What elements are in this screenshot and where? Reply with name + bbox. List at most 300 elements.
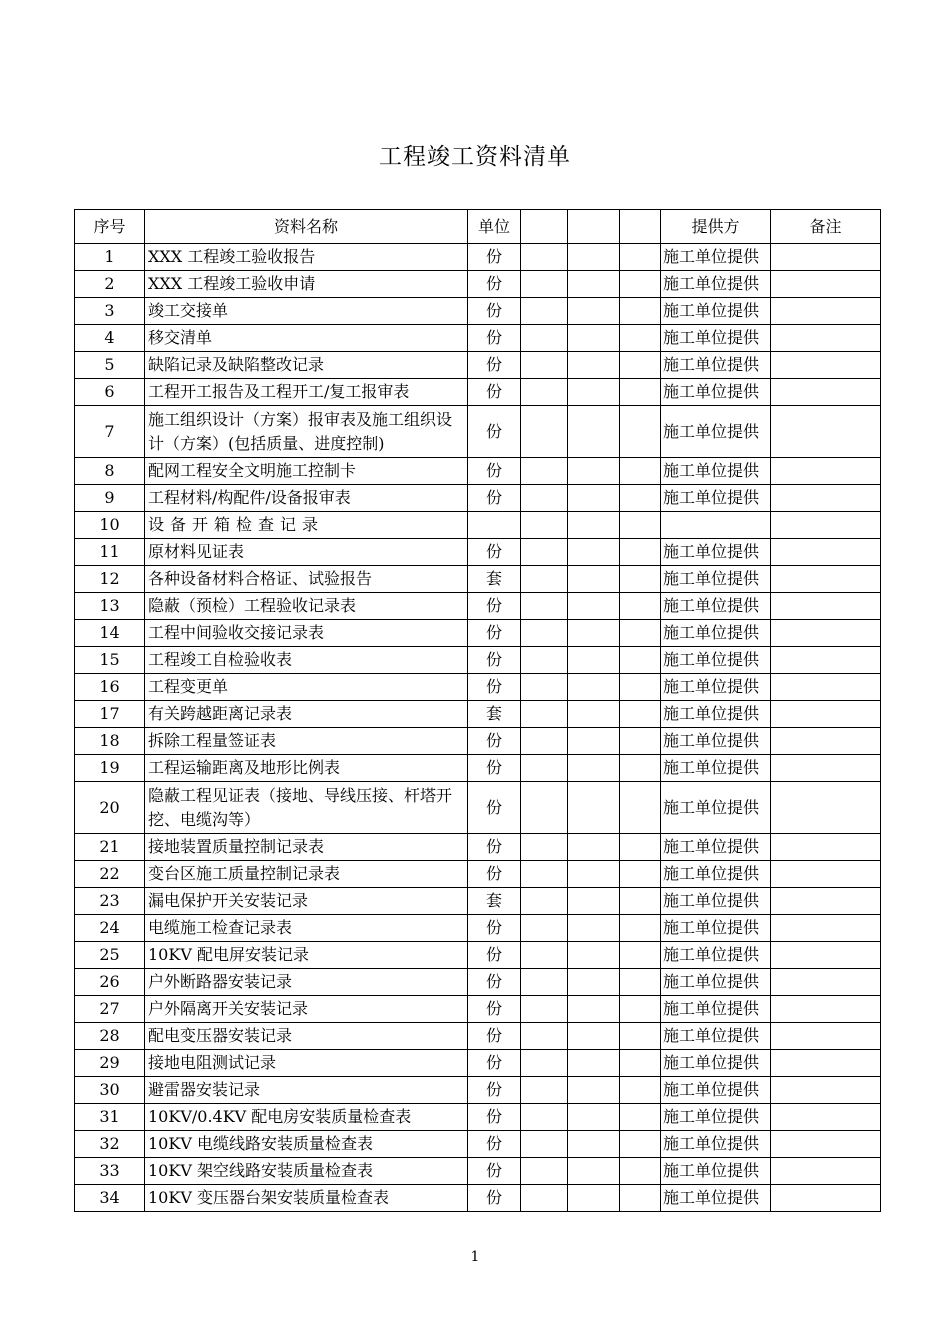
row-blank-cell-3 xyxy=(620,1131,661,1158)
row-blank-cell-2 xyxy=(568,566,620,593)
row-remark-cell xyxy=(771,834,881,861)
row-unit-cell: 份 xyxy=(468,1077,521,1104)
row-provider-cell: 施工单位提供 xyxy=(661,593,771,620)
row-blank-cell-1 xyxy=(521,512,568,539)
row-provider-cell: 施工单位提供 xyxy=(661,647,771,674)
row-unit-cell: 份 xyxy=(468,244,521,271)
row-blank-cell-1 xyxy=(521,379,568,406)
completion-documents-table xyxy=(74,209,881,1212)
row-provider-cell xyxy=(661,512,771,539)
row-blank-cell-1 xyxy=(521,1077,568,1104)
row-remark-cell xyxy=(771,647,881,674)
row-blank-cell-1 xyxy=(521,861,568,888)
row-remark-cell xyxy=(771,996,881,1023)
row-blank-cell-2 xyxy=(568,969,620,996)
row-number-cell: 14 xyxy=(75,620,145,647)
row-blank-cell-1 xyxy=(521,458,568,485)
row-unit-cell: 份 xyxy=(468,593,521,620)
row-name-cell: 漏电保护开关安装记录 xyxy=(145,888,468,915)
row-unit-cell: 份 xyxy=(468,539,521,566)
row-blank-cell-2 xyxy=(568,458,620,485)
row-remark-cell xyxy=(771,942,881,969)
row-blank-cell-2 xyxy=(568,271,620,298)
row-number-cell: 5 xyxy=(75,352,145,379)
row-name-cell: 10KV 电缆线路安装质量检查表 xyxy=(145,1131,468,1158)
row-name-cell: 隐蔽工程见证表（接地、导线压接、杆塔开挖、电缆沟等） xyxy=(145,782,468,834)
row-name-cell: 拆除工程量签证表 xyxy=(145,728,468,755)
table-row xyxy=(75,566,881,593)
row-remark-cell xyxy=(771,1023,881,1050)
row-blank-cell-2 xyxy=(568,485,620,512)
table-row xyxy=(75,298,881,325)
table-row xyxy=(75,1158,881,1185)
row-blank-cell-2 xyxy=(568,647,620,674)
row-number-cell: 26 xyxy=(75,969,145,996)
table-row xyxy=(75,244,881,271)
row-unit-cell: 套 xyxy=(468,566,521,593)
row-name-cell: 缺陷记录及缺陷整改记录 xyxy=(145,352,468,379)
row-remark-cell xyxy=(771,1158,881,1185)
header-unit: 单位 xyxy=(468,210,521,244)
row-name-cell: 移交清单 xyxy=(145,325,468,352)
table-header-row xyxy=(75,210,881,244)
row-name-cell: 施工组织设计（方案）报审表及施工组织设计（方案）(包括质量、进度控制) xyxy=(145,406,468,458)
row-remark-cell xyxy=(771,458,881,485)
table-row xyxy=(75,539,881,566)
row-blank-cell-3 xyxy=(620,728,661,755)
row-blank-cell-1 xyxy=(521,674,568,701)
row-unit-cell: 份 xyxy=(468,861,521,888)
row-remark-cell xyxy=(771,485,881,512)
row-remark-cell xyxy=(771,782,881,834)
row-provider-cell: 施工单位提供 xyxy=(661,861,771,888)
row-blank-cell-3 xyxy=(620,969,661,996)
row-blank-cell-1 xyxy=(521,352,568,379)
row-unit-cell: 份 xyxy=(468,1104,521,1131)
row-blank-cell-2 xyxy=(568,782,620,834)
row-provider-cell: 施工单位提供 xyxy=(661,406,771,458)
row-name-cell: 工程中间验收交接记录表 xyxy=(145,620,468,647)
table-row xyxy=(75,485,881,512)
row-number-cell: 4 xyxy=(75,325,145,352)
row-blank-cell-3 xyxy=(620,647,661,674)
row-blank-cell-1 xyxy=(521,1185,568,1212)
row-remark-cell xyxy=(771,861,881,888)
row-remark-cell xyxy=(771,701,881,728)
row-name-cell: 工程竣工自检验收表 xyxy=(145,647,468,674)
row-blank-cell-1 xyxy=(521,888,568,915)
row-blank-cell-3 xyxy=(620,325,661,352)
row-provider-cell: 施工单位提供 xyxy=(661,755,771,782)
row-provider-cell: 施工单位提供 xyxy=(661,728,771,755)
row-unit-cell: 份 xyxy=(468,1131,521,1158)
row-number-cell: 20 xyxy=(75,782,145,834)
row-unit-cell: 份 xyxy=(468,996,521,1023)
row-blank-cell-2 xyxy=(568,352,620,379)
row-number-cell: 8 xyxy=(75,458,145,485)
row-blank-cell-1 xyxy=(521,755,568,782)
row-blank-cell-3 xyxy=(620,861,661,888)
row-provider-cell: 施工单位提供 xyxy=(661,1050,771,1077)
row-unit-cell: 份 xyxy=(468,1050,521,1077)
row-provider-cell: 施工单位提供 xyxy=(661,888,771,915)
row-blank-cell-2 xyxy=(568,298,620,325)
row-unit-cell: 份 xyxy=(468,647,521,674)
row-name-cell: 有关跨越距离记录表 xyxy=(145,701,468,728)
row-blank-cell-3 xyxy=(620,244,661,271)
row-provider-cell: 施工单位提供 xyxy=(661,539,771,566)
row-blank-cell-3 xyxy=(620,271,661,298)
row-number-cell: 19 xyxy=(75,755,145,782)
row-provider-cell: 施工单位提供 xyxy=(661,298,771,325)
row-blank-cell-2 xyxy=(568,888,620,915)
row-blank-cell-3 xyxy=(620,888,661,915)
row-name-cell: 户外断路器安装记录 xyxy=(145,969,468,996)
row-provider-cell: 施工单位提供 xyxy=(661,1185,771,1212)
row-unit-cell xyxy=(468,512,521,539)
row-remark-cell xyxy=(771,593,881,620)
table-row xyxy=(75,1185,881,1212)
row-number-cell: 7 xyxy=(75,406,145,458)
row-remark-cell xyxy=(771,325,881,352)
header-remark: 备注 xyxy=(771,210,881,244)
row-remark-cell xyxy=(771,1050,881,1077)
row-blank-cell-3 xyxy=(620,996,661,1023)
row-provider-cell: 施工单位提供 xyxy=(661,674,771,701)
row-blank-cell-2 xyxy=(568,244,620,271)
table-row xyxy=(75,915,881,942)
row-blank-cell-3 xyxy=(620,593,661,620)
row-blank-cell-2 xyxy=(568,915,620,942)
row-name-cell: 工程开工报告及工程开工/复工报审表 xyxy=(145,379,468,406)
row-name-cell: 原材料见证表 xyxy=(145,539,468,566)
table-row xyxy=(75,1131,881,1158)
row-provider-cell: 施工单位提供 xyxy=(661,834,771,861)
row-number-cell: 10 xyxy=(75,512,145,539)
row-provider-cell: 施工单位提供 xyxy=(661,244,771,271)
row-blank-cell-1 xyxy=(521,969,568,996)
row-blank-cell-3 xyxy=(620,458,661,485)
row-number-cell: 21 xyxy=(75,834,145,861)
row-provider-cell: 施工单位提供 xyxy=(661,352,771,379)
row-blank-cell-2 xyxy=(568,1104,620,1131)
row-remark-cell xyxy=(771,620,881,647)
row-blank-cell-2 xyxy=(568,325,620,352)
row-blank-cell-3 xyxy=(620,915,661,942)
row-blank-cell-2 xyxy=(568,1185,620,1212)
row-remark-cell xyxy=(771,674,881,701)
row-provider-cell: 施工单位提供 xyxy=(661,915,771,942)
row-remark-cell xyxy=(771,271,881,298)
table-row xyxy=(75,593,881,620)
row-unit-cell: 份 xyxy=(468,755,521,782)
row-remark-cell xyxy=(771,888,881,915)
table-row xyxy=(75,701,881,728)
table-row xyxy=(75,969,881,996)
page-title: 工程竣工资料清单 xyxy=(379,144,571,170)
row-unit-cell: 套 xyxy=(468,888,521,915)
row-blank-cell-1 xyxy=(521,834,568,861)
row-blank-cell-3 xyxy=(620,566,661,593)
row-number-cell: 31 xyxy=(75,1104,145,1131)
row-blank-cell-2 xyxy=(568,539,620,566)
row-number-cell: 28 xyxy=(75,1023,145,1050)
row-blank-cell-1 xyxy=(521,1158,568,1185)
row-unit-cell: 份 xyxy=(468,458,521,485)
row-provider-cell: 施工单位提供 xyxy=(661,1158,771,1185)
row-blank-cell-2 xyxy=(568,1158,620,1185)
row-name-cell: XXX 工程竣工验收申请 xyxy=(145,271,468,298)
row-name-cell: 避雷器安装记录 xyxy=(145,1077,468,1104)
table-row xyxy=(75,1023,881,1050)
header-blank-3 xyxy=(620,210,661,244)
row-remark-cell xyxy=(771,915,881,942)
row-blank-cell-3 xyxy=(620,1050,661,1077)
row-blank-cell-1 xyxy=(521,996,568,1023)
table-row xyxy=(75,861,881,888)
row-number-cell: 33 xyxy=(75,1158,145,1185)
table-row xyxy=(75,379,881,406)
row-number-cell: 13 xyxy=(75,593,145,620)
table-row xyxy=(75,620,881,647)
row-blank-cell-3 xyxy=(620,485,661,512)
row-provider-cell: 施工单位提供 xyxy=(661,782,771,834)
table-row xyxy=(75,942,881,969)
row-blank-cell-3 xyxy=(620,834,661,861)
row-remark-cell xyxy=(771,1131,881,1158)
table-row xyxy=(75,325,881,352)
row-blank-cell-3 xyxy=(620,620,661,647)
row-number-cell: 34 xyxy=(75,1185,145,1212)
row-blank-cell-2 xyxy=(568,755,620,782)
row-blank-cell-3 xyxy=(620,1023,661,1050)
page-number: 1 xyxy=(470,1249,480,1265)
row-provider-cell: 施工单位提供 xyxy=(661,1104,771,1131)
row-blank-cell-3 xyxy=(620,755,661,782)
row-unit-cell: 份 xyxy=(468,1185,521,1212)
row-provider-cell: 施工单位提供 xyxy=(661,1077,771,1104)
row-remark-cell xyxy=(771,512,881,539)
row-blank-cell-1 xyxy=(521,593,568,620)
table-row xyxy=(75,782,881,834)
table-row xyxy=(75,512,881,539)
row-name-cell: 各种设备材料合格证、试验报告 xyxy=(145,566,468,593)
row-blank-cell-3 xyxy=(620,298,661,325)
row-blank-cell-1 xyxy=(521,325,568,352)
header-provider: 提供方 xyxy=(661,210,771,244)
row-number-cell: 12 xyxy=(75,566,145,593)
row-blank-cell-2 xyxy=(568,834,620,861)
row-blank-cell-2 xyxy=(568,1077,620,1104)
row-remark-cell xyxy=(771,1104,881,1131)
row-name-cell: 竣工交接单 xyxy=(145,298,468,325)
row-unit-cell: 份 xyxy=(468,782,521,834)
row-blank-cell-2 xyxy=(568,701,620,728)
row-provider-cell: 施工单位提供 xyxy=(661,325,771,352)
row-blank-cell-1 xyxy=(521,271,568,298)
row-blank-cell-3 xyxy=(620,539,661,566)
row-unit-cell: 份 xyxy=(468,379,521,406)
row-unit-cell: 套 xyxy=(468,701,521,728)
row-name-cell: 接地装置质量控制记录表 xyxy=(145,834,468,861)
row-provider-cell: 施工单位提供 xyxy=(661,271,771,298)
row-number-cell: 24 xyxy=(75,915,145,942)
table-row xyxy=(75,755,881,782)
table-row xyxy=(75,674,881,701)
row-unit-cell: 份 xyxy=(468,406,521,458)
row-blank-cell-1 xyxy=(521,942,568,969)
row-number-cell: 6 xyxy=(75,379,145,406)
row-name-cell: 变台区施工质量控制记录表 xyxy=(145,861,468,888)
row-unit-cell: 份 xyxy=(468,728,521,755)
row-blank-cell-3 xyxy=(620,512,661,539)
row-name-cell: 户外隔离开关安装记录 xyxy=(145,996,468,1023)
row-provider-cell: 施工单位提供 xyxy=(661,701,771,728)
row-remark-cell xyxy=(771,244,881,271)
row-unit-cell: 份 xyxy=(468,834,521,861)
row-unit-cell: 份 xyxy=(468,942,521,969)
row-blank-cell-2 xyxy=(568,512,620,539)
header-blank-2 xyxy=(568,210,620,244)
row-blank-cell-2 xyxy=(568,674,620,701)
row-blank-cell-3 xyxy=(620,701,661,728)
row-name-cell: 电缆施工检查记录表 xyxy=(145,915,468,942)
table-row xyxy=(75,996,881,1023)
row-blank-cell-1 xyxy=(521,539,568,566)
row-blank-cell-3 xyxy=(620,942,661,969)
row-name-cell: 接地电阻测试记录 xyxy=(145,1050,468,1077)
row-blank-cell-1 xyxy=(521,782,568,834)
table-row xyxy=(75,834,881,861)
row-blank-cell-3 xyxy=(620,379,661,406)
table-row xyxy=(75,271,881,298)
row-number-cell: 23 xyxy=(75,888,145,915)
row-provider-cell: 施工单位提供 xyxy=(661,1023,771,1050)
row-blank-cell-1 xyxy=(521,1050,568,1077)
row-blank-cell-1 xyxy=(521,1131,568,1158)
row-blank-cell-3 xyxy=(620,1077,661,1104)
row-remark-cell xyxy=(771,539,881,566)
row-blank-cell-3 xyxy=(620,352,661,379)
row-blank-cell-1 xyxy=(521,915,568,942)
table-row xyxy=(75,1077,881,1104)
table-row xyxy=(75,728,881,755)
row-number-cell: 15 xyxy=(75,647,145,674)
row-blank-cell-3 xyxy=(620,782,661,834)
row-provider-cell: 施工单位提供 xyxy=(661,942,771,969)
row-provider-cell: 施工单位提供 xyxy=(661,485,771,512)
row-name-cell: 工程材料/构配件/设备报审表 xyxy=(145,485,468,512)
row-provider-cell: 施工单位提供 xyxy=(661,969,771,996)
row-remark-cell xyxy=(771,406,881,458)
row-blank-cell-1 xyxy=(521,566,568,593)
row-provider-cell: 施工单位提供 xyxy=(661,566,771,593)
table-row xyxy=(75,888,881,915)
row-number-cell: 11 xyxy=(75,539,145,566)
row-blank-cell-1 xyxy=(521,485,568,512)
row-number-cell: 9 xyxy=(75,485,145,512)
row-blank-cell-2 xyxy=(568,379,620,406)
row-provider-cell: 施工单位提供 xyxy=(661,996,771,1023)
row-name-cell: 设备开箱检查记录 xyxy=(145,512,468,539)
row-remark-cell xyxy=(771,969,881,996)
row-remark-cell xyxy=(771,379,881,406)
row-blank-cell-2 xyxy=(568,593,620,620)
header-name: 资料名称 xyxy=(145,210,468,244)
row-blank-cell-1 xyxy=(521,1104,568,1131)
row-blank-cell-1 xyxy=(521,647,568,674)
row-number-cell: 30 xyxy=(75,1077,145,1104)
row-blank-cell-2 xyxy=(568,942,620,969)
row-number-cell: 2 xyxy=(75,271,145,298)
row-number-cell: 3 xyxy=(75,298,145,325)
row-number-cell: 32 xyxy=(75,1131,145,1158)
table-row xyxy=(75,352,881,379)
row-remark-cell xyxy=(771,1185,881,1212)
row-name-cell: 10KV 架空线路安装质量检查表 xyxy=(145,1158,468,1185)
row-blank-cell-1 xyxy=(521,701,568,728)
row-blank-cell-2 xyxy=(568,1050,620,1077)
row-unit-cell: 份 xyxy=(468,325,521,352)
row-blank-cell-1 xyxy=(521,406,568,458)
row-blank-cell-1 xyxy=(521,244,568,271)
row-number-cell: 29 xyxy=(75,1050,145,1077)
row-blank-cell-2 xyxy=(568,1131,620,1158)
row-blank-cell-3 xyxy=(620,1104,661,1131)
row-blank-cell-1 xyxy=(521,1023,568,1050)
row-number-cell: 18 xyxy=(75,728,145,755)
row-remark-cell xyxy=(771,1077,881,1104)
row-number-cell: 17 xyxy=(75,701,145,728)
table-row xyxy=(75,1104,881,1131)
row-name-cell: XXX 工程竣工验收报告 xyxy=(145,244,468,271)
row-remark-cell xyxy=(771,755,881,782)
table-row xyxy=(75,1050,881,1077)
row-unit-cell: 份 xyxy=(468,298,521,325)
row-unit-cell: 份 xyxy=(468,485,521,512)
row-blank-cell-1 xyxy=(521,298,568,325)
row-blank-cell-2 xyxy=(568,406,620,458)
row-provider-cell: 施工单位提供 xyxy=(661,1131,771,1158)
row-number-cell: 1 xyxy=(75,244,145,271)
row-name-cell: 配电变压器安装记录 xyxy=(145,1023,468,1050)
row-unit-cell: 份 xyxy=(468,1158,521,1185)
row-blank-cell-2 xyxy=(568,861,620,888)
row-name-cell: 10KV/0.4KV 配电房安装质量检查表 xyxy=(145,1104,468,1131)
row-number-cell: 16 xyxy=(75,674,145,701)
row-unit-cell: 份 xyxy=(468,674,521,701)
table-body xyxy=(75,244,881,1212)
row-blank-cell-2 xyxy=(568,996,620,1023)
row-blank-cell-3 xyxy=(620,1158,661,1185)
row-name-cell: 工程运输距离及地形比例表 xyxy=(145,755,468,782)
row-remark-cell xyxy=(771,298,881,325)
row-remark-cell xyxy=(771,352,881,379)
row-blank-cell-2 xyxy=(568,728,620,755)
row-name-cell: 10KV 变压器台架安装质量检查表 xyxy=(145,1185,468,1212)
row-number-cell: 22 xyxy=(75,861,145,888)
row-remark-cell xyxy=(771,728,881,755)
row-blank-cell-3 xyxy=(620,406,661,458)
row-blank-cell-1 xyxy=(521,728,568,755)
row-unit-cell: 份 xyxy=(468,1023,521,1050)
row-blank-cell-3 xyxy=(620,1185,661,1212)
row-name-cell: 配网工程安全文明施工控制卡 xyxy=(145,458,468,485)
row-unit-cell: 份 xyxy=(468,969,521,996)
table-row xyxy=(75,458,881,485)
header-blank-1 xyxy=(521,210,568,244)
row-blank-cell-2 xyxy=(568,620,620,647)
